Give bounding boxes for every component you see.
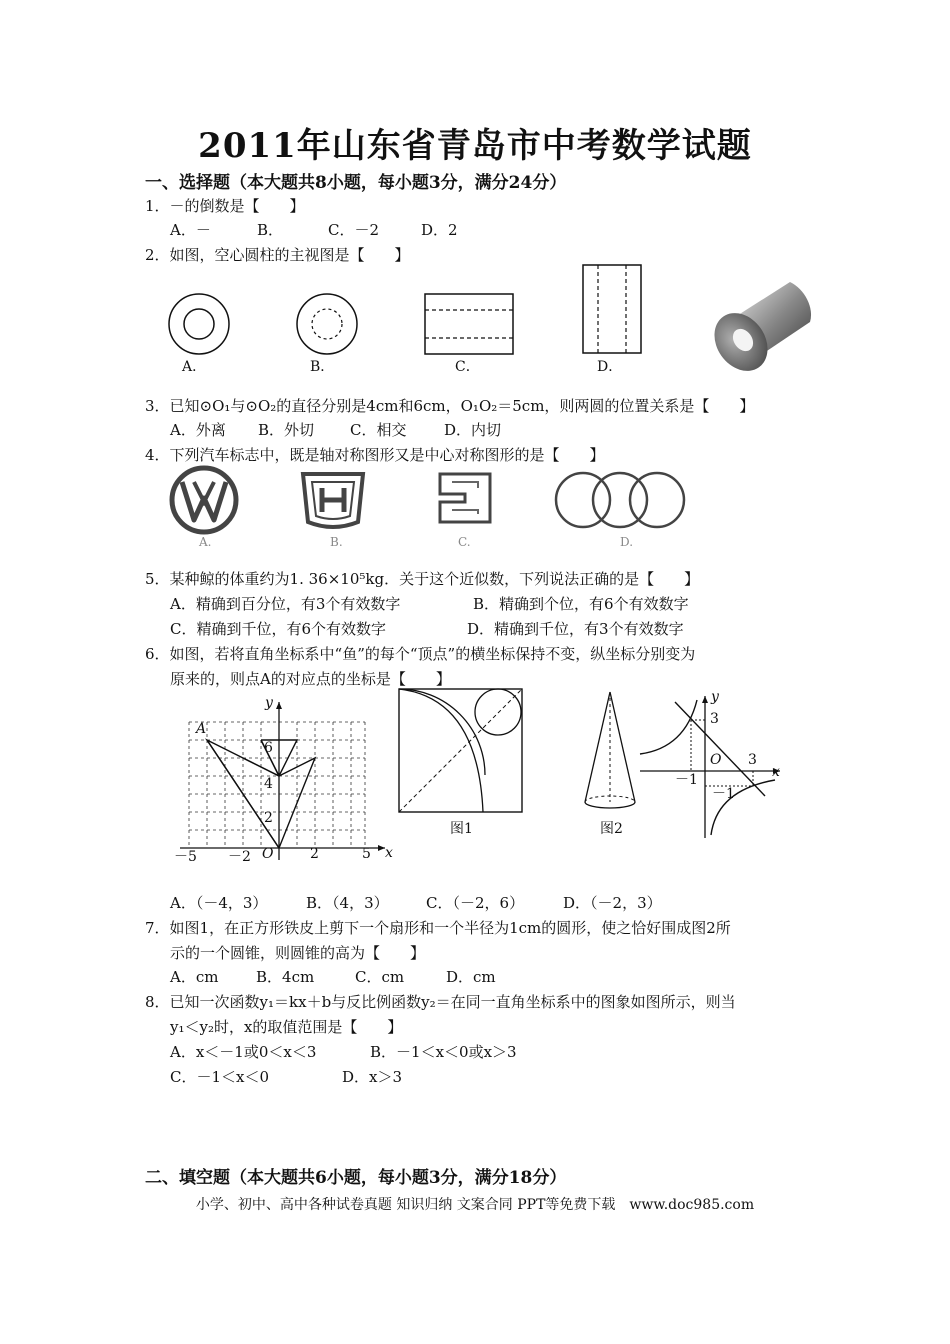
q8-y-axis-label: y <box>711 689 719 705</box>
q2-label-c: C． <box>455 359 480 375</box>
q8-option-d: D．x＞3 <box>342 1068 403 1086</box>
page-footer: 小学、初中、高中各种试卷真题 知识归纳 文案合同 PPT等免费下载 www.doc985.com <box>195 1197 755 1213</box>
q3-option-a: A．外离 <box>170 421 226 439</box>
audi-rings-icon <box>556 473 695 527</box>
q6-x-tick-neg2: －2 <box>228 849 251 865</box>
q7-option-c: C．cm <box>355 968 405 986</box>
section-2-heading: 二、填空题（本大题共6小题，每小题3分，满分18分） <box>145 1168 567 1188</box>
honda-logo-icon <box>303 474 363 527</box>
q2-stem: 2．如图，空心圆柱的主视图是【 】 <box>145 246 410 264</box>
puzzle-logo-icon <box>440 474 490 522</box>
q4-stem: 4．下列汽车标志中，既是轴对称图形又是中心对称图形的是【 】 <box>145 446 605 464</box>
q7-figure-1 <box>398 688 528 818</box>
q8-x-axis-label: x <box>772 764 780 780</box>
q8-tick-x3: 3 <box>748 752 757 768</box>
q6-x-tick-5: 5 <box>362 846 371 862</box>
q6-x-tick-neg5: －5 <box>174 849 197 865</box>
q1-option-c: C．－2 <box>328 221 380 239</box>
q3-option-c: C．相交 <box>350 421 407 439</box>
q5-option-a: A．精确到百分位，有3个有效数字 <box>170 595 401 613</box>
q8-tick-xneg1: －1 <box>675 772 698 788</box>
q2-label-d: D． <box>597 359 623 375</box>
q6-origin-label: O <box>262 846 274 862</box>
q7-stem-line1: 7．如图1，在正方形铁皮上剪下一个扇形和一个半径为1cm的圆形，使之恰好围成图2所 <box>145 919 731 937</box>
q2-figure-c <box>425 294 513 354</box>
q1-option-a: A．－ <box>170 221 211 239</box>
q8-option-a: A．x＜－1或0＜x＜3 <box>170 1043 317 1061</box>
q2-figure-d <box>583 265 641 353</box>
hollow-cylinder-illustration <box>704 282 811 381</box>
q1-option-d: D．2 <box>421 221 458 239</box>
q6-stem-line2: 原来的，则点A的对应点的坐标是【 】 <box>170 670 451 688</box>
q5-option-d: D．精确到千位，有3个有效数字 <box>467 620 684 638</box>
q8-stem-line1: 8．已知一次函数y₁＝kx＋b与反比例函数y₂＝在同一直角坐标系中的图象如图所示，则当 <box>145 993 736 1011</box>
q2-figure-b <box>297 294 357 354</box>
q8-stem-line2: y₁＜y₂时，x的取值范围是【 】 <box>170 1018 403 1036</box>
q4-car-logos <box>0 466 950 556</box>
q5-option-b: B．精确到个位，有6个有效数字 <box>473 595 689 613</box>
q3-option-b: B．外切 <box>258 421 315 439</box>
q1-option-b: B． <box>257 221 284 239</box>
q7-option-d: D．cm <box>446 968 496 986</box>
q6-option-d: D．（－2，3） <box>563 894 662 912</box>
q3-stem: 3．已知⊙O₁与⊙O₂的直径分别是4cm和6cm，O₁O₂＝5cm，则两圆的位置关系是【 】 <box>145 397 755 415</box>
q4-label-b: B. <box>330 535 343 549</box>
q4-label-a: A. <box>199 535 212 549</box>
q6-y-tick-4: 4 <box>264 776 273 792</box>
q6-point-a-label: A <box>196 721 207 737</box>
q5-stem: 5．某种鲸的体重约为1. 36×10⁵kg．关于这个近似数，下列说法正确的是【 】 <box>145 570 700 588</box>
q8-tick-yneg1: －1 <box>712 786 735 802</box>
q8-tick-y3: 3 <box>710 711 719 727</box>
q6-fish-graph <box>175 690 395 870</box>
q2-figure-a <box>169 294 229 354</box>
q6-y-tick-6: 6 <box>264 740 273 756</box>
q8-option-b: B．－1＜x＜0或x＞3 <box>370 1043 517 1061</box>
q7-option-b: B．4cm <box>256 968 315 986</box>
q6-y-tick-2: 2 <box>264 810 273 826</box>
q6-x-tick-2: 2 <box>310 846 319 862</box>
q6-option-b: B．（4，3） <box>306 894 389 912</box>
q4-label-d: D. <box>620 535 634 549</box>
q8-option-c: C．－1＜x＜0 <box>170 1068 270 1086</box>
q3-option-d: D．内切 <box>444 421 502 439</box>
q7-stem-line2: 示的一个圆锥，则圆锥的高为【 】 <box>170 944 426 962</box>
figure-1-caption: 图1 <box>450 821 473 837</box>
vw-logo-icon <box>172 468 236 532</box>
figure-2-caption: 图2 <box>600 821 623 837</box>
q4-label-c: C. <box>458 535 471 549</box>
q2-label-a: A． <box>182 359 207 375</box>
q5-option-c: C．精确到千位，有6个有效数字 <box>170 620 387 638</box>
q7-option-a: A．cm <box>170 968 219 986</box>
page-title: 2011年山东省青岛市中考数学试题 <box>198 126 752 166</box>
q6-option-c: C．（－2，6） <box>426 894 525 912</box>
q6-y-axis-label: y <box>265 695 273 711</box>
q8-origin-label: O <box>710 752 722 768</box>
q7-figure-2-cone <box>583 690 643 820</box>
q6-stem-line1: 6．如图，若将直角坐标系中“鱼”的每个“顶点”的横坐标保持不变，纵坐标分别变为 <box>145 645 696 663</box>
q2-label-b: B． <box>310 359 335 375</box>
q6-x-axis-label: x <box>385 845 393 861</box>
q6-option-a: A．（－4，3） <box>170 894 268 912</box>
section-1-heading: 一、选择题（本大题共8小题，每小题3分，满分24分） <box>145 173 567 193</box>
q1-stem: 1．－的倒数是【 】 <box>145 197 305 215</box>
